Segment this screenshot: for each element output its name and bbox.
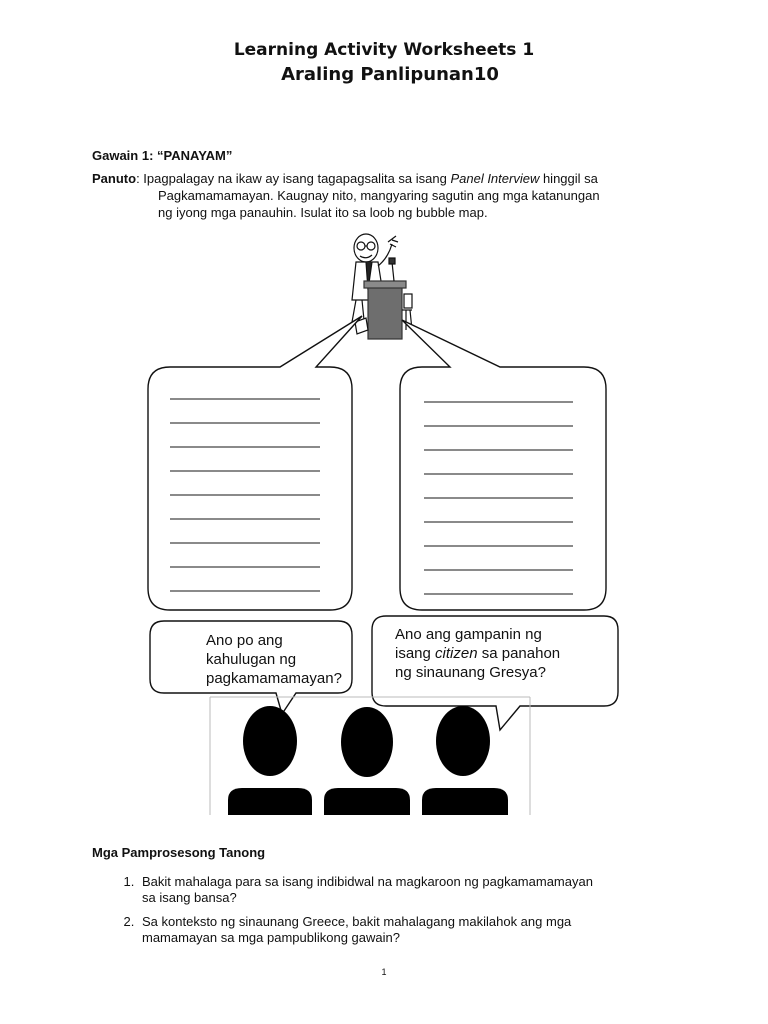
worksheet-subtitle: Araling Panlipunan10: [281, 64, 499, 85]
left-question-line-1: Ano po ang: [206, 632, 283, 649]
instruction-label: Panuto: [92, 171, 137, 186]
right-question-italic: citizen: [435, 645, 478, 662]
right-question-line-1: Ano ang gampanin ng: [395, 626, 542, 643]
question-1-line-2: sa isang bansa?: [142, 890, 237, 905]
right-answer-bubble: [400, 320, 606, 610]
instruction-line-2: Pagkamamamayan. Kaugnay nito, mangyaring sagutin ang mga katanungan: [158, 188, 600, 203]
left-question-line-2: kahulugan ng: [206, 651, 297, 668]
question-1-line-1: Bakit mahalaga para sa isang indibidwal na magkaroon ng pagkamamamayan: [142, 874, 593, 889]
left-question-text: [206, 631, 342, 688]
right-question-pre: isang: [395, 645, 436, 662]
list-item: [138, 874, 718, 906]
left-question-line-3: pagkamamamayan?: [206, 670, 342, 687]
right-question-line-3: ng sinaunang Gresya?: [395, 664, 546, 681]
question-2-line-2: mamamayan sa mga pampublikong gawain?: [142, 930, 400, 945]
speaker-podium-illustration: [352, 234, 412, 339]
right-question-line-2: [395, 644, 560, 663]
right-question-post: sa panahon: [477, 645, 561, 662]
right-question-text: [395, 625, 560, 682]
worksheet-title: Learning Activity Worksheets 1: [233, 40, 535, 60]
left-answer-bubble: [148, 316, 362, 610]
page-number: 1: [381, 967, 387, 977]
processing-questions-list: [92, 874, 718, 954]
activity-heading: Gawain 1: “PANAYAM”: [92, 148, 233, 163]
question-2-line-1: Sa konteksto ng sinaunang Greece, bakit mahalagang makilahok ang mga: [142, 914, 572, 929]
list-item: [138, 914, 718, 946]
instruction-text-1: : Ipagpalagay na ikaw ay isang tagapagsalita sa isang: [136, 171, 451, 186]
instruction-italic: Panel Interview: [450, 171, 540, 186]
instruction-line-3: ng iyong mga panauhin. Isulat ito sa loob ng bubble map.: [158, 205, 488, 220]
audience-silhouette-icon: [210, 697, 530, 815]
instruction-text-2: hinggil sa: [539, 171, 598, 186]
processing-questions-heading: Mga Pamprosesong Tanong: [92, 845, 266, 860]
